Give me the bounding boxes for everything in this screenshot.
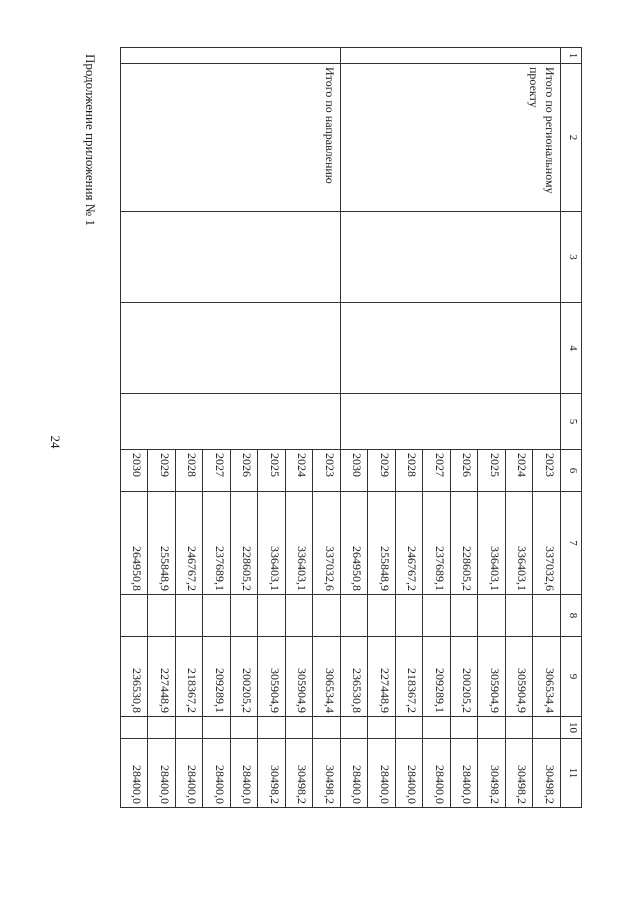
- year-cell: 2024: [285, 450, 312, 492]
- col10-value-cell: [395, 717, 422, 739]
- year-cell: 2028: [175, 450, 202, 492]
- year-cell: 2030: [340, 450, 367, 492]
- col10-value-cell: [368, 717, 395, 739]
- col8-value-cell: [478, 595, 505, 637]
- col7-value-cell: 264950,8: [121, 492, 148, 595]
- col7-value-cell: 237689,1: [203, 492, 230, 595]
- col11-value-cell: 28400,0: [175, 739, 202, 808]
- col9-value-cell: 305904,9: [505, 637, 532, 717]
- column-header: 8: [560, 595, 581, 637]
- table-row: [313, 48, 340, 808]
- column-header: 1: [560, 48, 581, 64]
- col7-value-cell: 237689,1: [423, 492, 450, 595]
- col9-value-cell: 306534,4: [533, 637, 560, 717]
- col11-value-cell: 30498,2: [285, 739, 312, 808]
- col10-value-cell: [505, 717, 532, 739]
- col11-value-cell: 30498,2: [533, 739, 560, 808]
- col9-value-cell: 218367,2: [395, 637, 422, 717]
- col8-value-cell: [203, 595, 230, 637]
- column-header: 11: [560, 739, 581, 808]
- col7-value-cell: 337032,6: [533, 492, 560, 595]
- cell-col4: [121, 303, 341, 394]
- col8-value-cell: [505, 595, 532, 637]
- year-cell: 2026: [230, 450, 257, 492]
- col11-value-cell: 28400,0: [203, 739, 230, 808]
- col7-value-cell: 246767,2: [175, 492, 202, 595]
- col9-value-cell: 305904,9: [258, 637, 285, 717]
- col10-value-cell: [175, 717, 202, 739]
- column-header: 7: [560, 492, 581, 595]
- col9-value-cell: 305904,9: [478, 637, 505, 717]
- col11-value-cell: 28400,0: [148, 739, 175, 808]
- col7-value-cell: 336403,1: [258, 492, 285, 595]
- col9-value-cell: 218367,2: [175, 637, 202, 717]
- col10-value-cell: [230, 717, 257, 739]
- col8-value-cell: [368, 595, 395, 637]
- col8-value-cell: [395, 595, 422, 637]
- cell-col1: [340, 48, 560, 64]
- col10-value-cell: [478, 717, 505, 739]
- table-row: [533, 48, 560, 808]
- col10-value-cell: [121, 717, 148, 739]
- col11-value-cell: 30498,2: [478, 739, 505, 808]
- column-header: 6: [560, 450, 581, 492]
- col9-value-cell: 200205,2: [230, 637, 257, 717]
- year-cell: 2030: [121, 450, 148, 492]
- col8-value-cell: [175, 595, 202, 637]
- col11-value-cell: 28400,0: [340, 739, 367, 808]
- col8-value-cell: [230, 595, 257, 637]
- group-name-cell: Итого по направлению: [121, 64, 341, 212]
- year-cell: 2027: [423, 450, 450, 492]
- col11-value-cell: 28400,0: [450, 739, 477, 808]
- column-header: 9: [560, 637, 581, 717]
- table-container: [120, 47, 582, 807]
- col10-value-cell: [450, 717, 477, 739]
- year-cell: 2025: [478, 450, 505, 492]
- col8-value-cell: [533, 595, 560, 637]
- col8-value-cell: [423, 595, 450, 637]
- col7-value-cell: 255848,9: [148, 492, 175, 595]
- cell-col3: [121, 212, 341, 303]
- year-cell: 2024: [505, 450, 532, 492]
- col7-value-cell: 336403,1: [505, 492, 532, 595]
- col9-value-cell: 305904,9: [285, 637, 312, 717]
- col8-value-cell: [121, 595, 148, 637]
- col10-value-cell: [258, 717, 285, 739]
- col11-value-cell: 30498,2: [505, 739, 532, 808]
- year-cell: 2023: [313, 450, 340, 492]
- col8-value-cell: [285, 595, 312, 637]
- column-header-row: [560, 48, 581, 808]
- col11-value-cell: 30498,2: [313, 739, 340, 808]
- column-header: 5: [560, 394, 581, 450]
- col11-value-cell: 28400,0: [395, 739, 422, 808]
- col10-value-cell: [313, 717, 340, 739]
- cell-col1: [121, 48, 341, 64]
- col9-value-cell: 236530,8: [340, 637, 367, 717]
- col10-value-cell: [203, 717, 230, 739]
- col8-value-cell: [340, 595, 367, 637]
- annex-title: Продолжение приложения № 1: [83, 54, 98, 226]
- col8-value-cell: [258, 595, 285, 637]
- group-name-cell: Итого по региональному проекту: [340, 64, 560, 212]
- col7-value-cell: 228605,2: [450, 492, 477, 595]
- col9-value-cell: 306534,4: [313, 637, 340, 717]
- col9-value-cell: 209289,1: [423, 637, 450, 717]
- col7-value-cell: 264950,8: [340, 492, 367, 595]
- col9-value-cell: 236530,8: [121, 637, 148, 717]
- col11-value-cell: 28400,0: [121, 739, 148, 808]
- col7-value-cell: 337032,6: [313, 492, 340, 595]
- col8-value-cell: [450, 595, 477, 637]
- year-cell: 2026: [450, 450, 477, 492]
- col7-value-cell: 246767,2: [395, 492, 422, 595]
- cell-col5: [340, 394, 560, 450]
- year-cell: 2029: [368, 450, 395, 492]
- col7-value-cell: 255848,9: [368, 492, 395, 595]
- col9-value-cell: 209289,1: [203, 637, 230, 717]
- col10-value-cell: [423, 717, 450, 739]
- year-cell: 2023: [533, 450, 560, 492]
- cell-col5: [121, 394, 341, 450]
- year-cell: 2028: [395, 450, 422, 492]
- col8-value-cell: [148, 595, 175, 637]
- col9-value-cell: 200205,2: [450, 637, 477, 717]
- col11-value-cell: 30498,2: [258, 739, 285, 808]
- appendix-table: [120, 47, 582, 808]
- col10-value-cell: [533, 717, 560, 739]
- column-header: 10: [560, 717, 581, 739]
- year-cell: 2029: [148, 450, 175, 492]
- col7-value-cell: 336403,1: [478, 492, 505, 595]
- col7-value-cell: 228605,2: [230, 492, 257, 595]
- cell-col3: [340, 212, 560, 303]
- col11-value-cell: 28400,0: [230, 739, 257, 808]
- col9-value-cell: 227448,9: [368, 637, 395, 717]
- col9-value-cell: 227448,9: [148, 637, 175, 717]
- year-cell: 2025: [258, 450, 285, 492]
- cell-col4: [340, 303, 560, 394]
- col10-value-cell: [148, 717, 175, 739]
- col10-value-cell: [340, 717, 367, 739]
- page-number: 24: [48, 435, 63, 449]
- col11-value-cell: 28400,0: [423, 739, 450, 808]
- col11-value-cell: 28400,0: [368, 739, 395, 808]
- col8-value-cell: [313, 595, 340, 637]
- column-header: 4: [560, 303, 581, 394]
- column-header: 2: [560, 64, 581, 212]
- col7-value-cell: 336403,1: [285, 492, 312, 595]
- column-header: 3: [560, 212, 581, 303]
- year-cell: 2027: [203, 450, 230, 492]
- col10-value-cell: [285, 717, 312, 739]
